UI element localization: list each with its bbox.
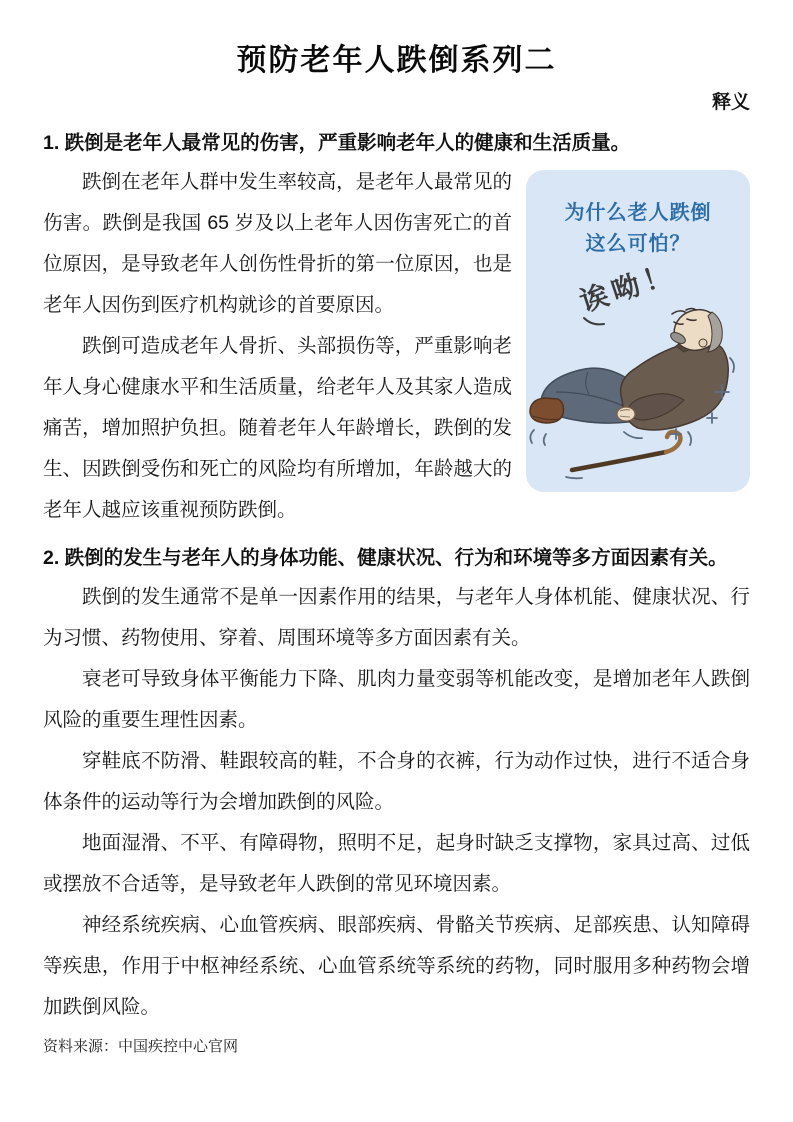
section-2-heading: 2. 跌倒的发生与老年人的身体功能、健康状况、行为和环境等多方面因素有关。 <box>43 547 728 569</box>
illustration-caption <box>526 198 750 260</box>
illustration-exclamation: 诶呦！ <box>576 257 680 318</box>
paragraph: 穿鞋底不防滑、鞋跟较高的鞋，不合身的衣裤，行为动作过快，进行不适合身体条件的运动等行为会增加跌倒的风险。 <box>43 750 750 813</box>
paragraph: 衰老可导致身体平衡能力下降、肌肉力量变弱等机能改变，是增加老年人跌倒风险的重要生理性因素。 <box>43 668 750 731</box>
subtitle-shiyi: 释义 <box>711 92 750 113</box>
illustration-card <box>526 170 750 492</box>
man-ear <box>699 339 707 347</box>
man-boot <box>530 398 563 423</box>
paragraph: 地面湿滑、不平、有障碍物，照明不足，起身时缺乏支撑物，家具过高、过低或摆放不合适等，是导致老年人跌倒的常见环境因素。 <box>43 832 750 895</box>
section-1-heading: 1. 跌倒是老年人最常见的伤害，严重影响老年人的健康和生活质量。 <box>43 132 631 154</box>
illustration-caption-line1: 为什么老人跌倒 <box>564 202 712 224</box>
source-note: 资料来源：中国疾控中心官网 <box>43 1038 239 1055</box>
section-1 <box>43 162 750 531</box>
paragraph: 跌倒可造成老年人骨折、头部损伤等，严重影响老年人身心健康水平和生活质量，给老年人及其家人造成痛苦，增加照护负担。随着老年人年龄增长，跌倒的发生、因跌倒受伤和死亡的风险均有所增加，年龄越大的老年人越应该重视预防跌倒。 <box>43 335 512 521</box>
section-2 <box>43 577 750 1028</box>
cane <box>572 432 680 470</box>
man-hand <box>617 407 635 421</box>
illustration-caption-line2: 这么可怕？ <box>585 233 691 255</box>
fallen-elderly-man-illustration <box>526 272 750 492</box>
page-title: 预防老年人跌倒系列二 <box>236 44 557 77</box>
exclamation-swoosh <box>584 318 604 324</box>
paragraph: 跌倒在老年人群中发生率较高，是老年人最常见的伤害。跌倒是我国 65 岁及以上老年人因伤害死亡的首位原因，是导致老年人创伤性骨折的第一位原因，也是老年人因伤到医疗机构就诊的首要原因。 <box>43 171 512 316</box>
paragraph: 跌倒的发生通常不是单一因素作用的结果，与老年人身体机能、健康状况、行为习惯、药物使用、穿着、周围环境等多方面因素有关。 <box>43 586 750 649</box>
paragraph: 神经系统疾病、心血管疾病、眼部疾病、骨骼关节疾病、足部疾患、认知障碍等疾患，作用于中枢神经系统、心血管系统等系统的药物，同时服用多种药物会增加跌倒风险。 <box>43 914 750 1018</box>
